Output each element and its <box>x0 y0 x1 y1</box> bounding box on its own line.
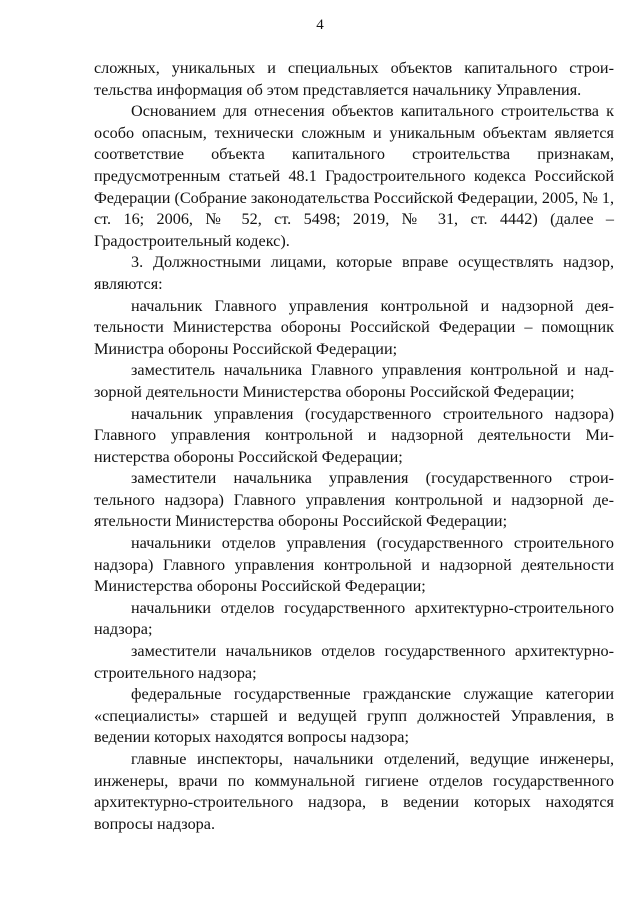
list-item-official: начальник Главного управления контрольной и надзорной деятельности Министерства обороны Российской Федерации – помощник Министра обороны Российской Федерации; <box>94 296 614 358</box>
list-item-official: начальники отделов управления (государственного строительного надзора) Главного управления контрольной и надзорной деятельности Министерства обороны Российской Федерации; <box>94 534 614 596</box>
list-item-official: заместители начальников отделов государственного архитектурно-строительного надзора; <box>94 642 614 682</box>
list-item-official: федеральные государственные гражданские служащие категории «специалисты» старшей и ведущей групп должностей Управления, в ведении которых находятся вопросы надзора; <box>94 685 614 747</box>
list-item-official: начальник управления (государственного строительного надзора) Главного управления контрольной и надзорной деятельности Министерства обороны Российской Федерации; <box>94 404 614 466</box>
paragraph-continuation: сложных, уникальных и специальных объектов капитального строительства информация об этом представляется начальнику Управления. <box>94 59 614 99</box>
list-item-official: главные инспекторы, начальники отделений, ведущие инженеры, инженеры, врачи по коммунальной гигиене отделов государственного архитектурно-строительного надзора, в ведении которых находятся вопросы надзора. <box>94 750 614 833</box>
paragraph-basis-for-classification: Основанием для отнесения объектов капитального строительства к особо опасным, технически сложным и уникальным объектам является соответствие объекта капитального строительства признакам, предусмотренным статьей 48.1 Градостроительного кодекса Российской Федерации (Собрание законодательства Российской Федерации, 2005, № 1, ст. 16; 2006, № 52, ст. 5498; 2019, № 31, ст. 4442) (далее – Градостроительный кодекс). <box>94 102 614 250</box>
list-item-official: заместитель начальника Главного управления контрольной и надзорной деятельности Министерства обороны Российской Федерации; <box>94 361 614 401</box>
paragraph-officials-intro: 3. Должностными лицами, которые вправе осуществлять надзор, являются: <box>94 253 614 293</box>
document-body <box>94 58 614 835</box>
list-item-official: начальники отделов государственного архитектурно-строительного надзора; <box>94 598 614 639</box>
list-item-official: заместители начальника управления (государственного строительного надзора) Главного управления контрольной и надзорной деятельности Министерства обороны Российской Федерации; <box>94 469 614 531</box>
page-number: 4 <box>316 17 324 33</box>
